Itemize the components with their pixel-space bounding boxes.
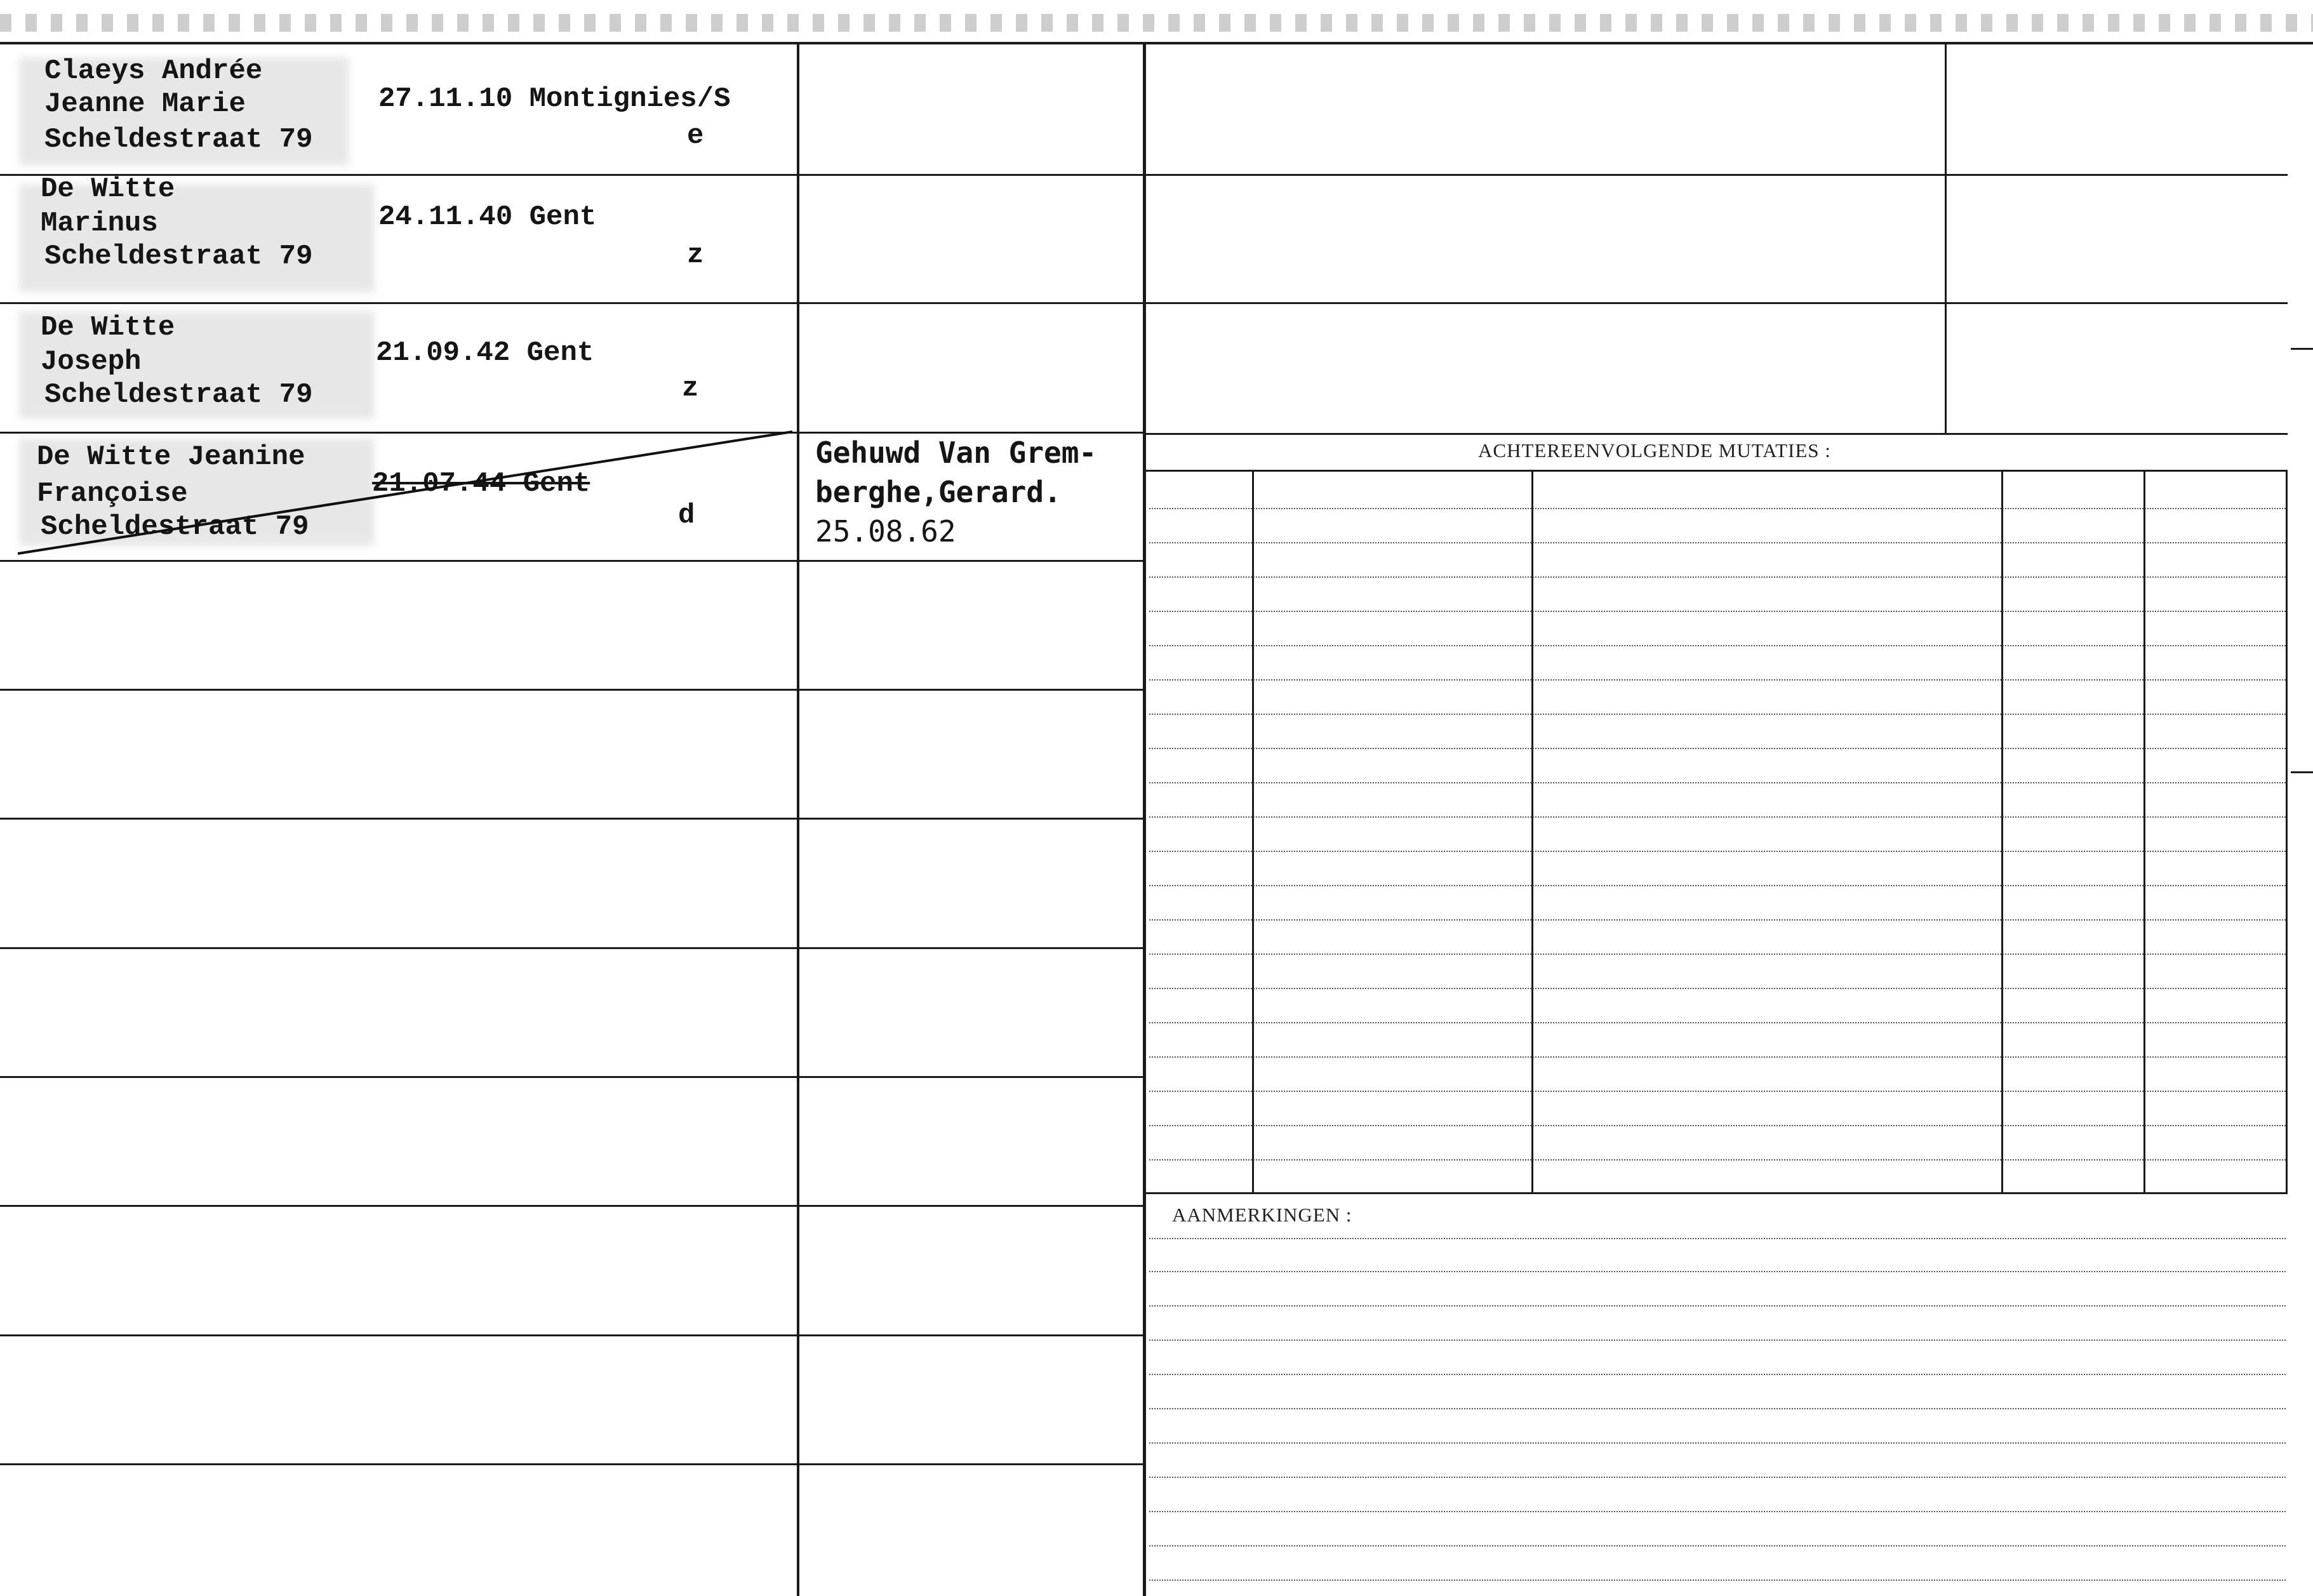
mutations-row [1149,645,2286,646]
mutations-row [1149,576,2286,578]
person-given-names: Françoise [37,478,188,510]
divider-right-top [1945,44,1947,433]
mutations-col [2001,471,2003,1194]
edge-tick [2291,771,2313,773]
mutations-row [1149,851,2286,852]
mutations-row [1149,748,2286,749]
mutations-col [2143,471,2145,1194]
person-given-names: Joseph [41,346,142,378]
person-code: e [687,120,704,152]
remarks-row [1149,1238,2286,1239]
mutations-row [1149,919,2286,921]
mutations-row [1149,782,2286,783]
person-given-names: Marinus [41,208,158,239]
remarks-row [1149,1374,2286,1375]
mutations-col [1252,471,1254,1194]
person-code: d [678,500,695,531]
mutations-row [1149,508,2286,509]
mutations-header-line [1145,470,2288,472]
person-birth: 24.11.40 Gent [378,201,597,233]
row-line [0,1205,1145,1207]
mutations-row [1149,1125,2286,1126]
mutations-col [2286,471,2288,1194]
row-line [0,1334,1145,1336]
mutations-row [1149,1022,2286,1023]
marriage-note-line1: Gehuwd Van Grem- [815,436,1097,470]
row-line [0,1463,1145,1465]
person-code: z [682,373,699,404]
mutations-row [1149,714,2286,715]
person-birth: 21.07.44 Gent [372,468,590,500]
remarks-row [1149,1477,2286,1478]
remarks-row [1149,1408,2286,1409]
person-address: Scheldestraat 79 [44,379,313,411]
marriage-date: 25.08.62 [815,514,956,549]
person-birth: 21.09.42 Gent [376,337,594,369]
person-code: z [687,239,704,271]
row-line [0,689,1145,691]
row-line [0,947,1145,949]
person-address: Scheldestraat 79 [44,241,313,272]
row-line [0,818,1145,820]
upper-row-line [1145,302,2288,304]
mutations-row [1149,816,2286,818]
person-address: Scheldestraat 79 [41,511,309,543]
remarks-row [1149,1545,2286,1546]
mutations-row [1149,679,2286,681]
mutations-row [1149,885,2286,886]
mutations-top-line [1145,433,2288,435]
remarks-row [1149,1340,2286,1341]
mutations-row [1149,1159,2286,1160]
mutations-row [1149,611,2286,612]
mutations-row [1149,542,2286,543]
upper-row-line [1145,174,2288,176]
person-name: De Witte [41,312,175,343]
remarks-row [1149,1305,2286,1307]
remarks-header: AANMERKINGEN : [1172,1204,1352,1226]
person-given-names: Jeanne Marie [44,88,246,120]
mutations-col [1531,471,1533,1194]
person-birth: 27.11.10 Montignies/S [378,83,731,115]
mutations-row [1149,1056,2286,1058]
divider-middle [1143,44,1146,1596]
mutations-header: ACHTEREENVOLGENDE MUTATIES : [1478,439,1831,462]
mutations-row [1149,954,2286,955]
remarks-row [1149,1271,2286,1272]
person-name: Claeys Andrée [44,55,263,87]
mutations-bottom-line [1145,1192,2288,1194]
row-line [0,1076,1145,1078]
mutations-row [1149,988,2286,989]
marriage-note-line2: berghe,Gerard. [815,475,1062,509]
mutations-row [1149,1091,2286,1092]
person-name: De Witte [41,173,175,205]
remarks-row [1149,1442,2286,1444]
person-address: Scheldestraat 79 [44,124,313,156]
strike-line [0,0,825,571]
edge-tick [2291,348,2313,350]
person-name: De Witte Jeanine [37,441,305,473]
remarks-row [1149,1579,2286,1581]
remarks-row [1149,1511,2286,1512]
